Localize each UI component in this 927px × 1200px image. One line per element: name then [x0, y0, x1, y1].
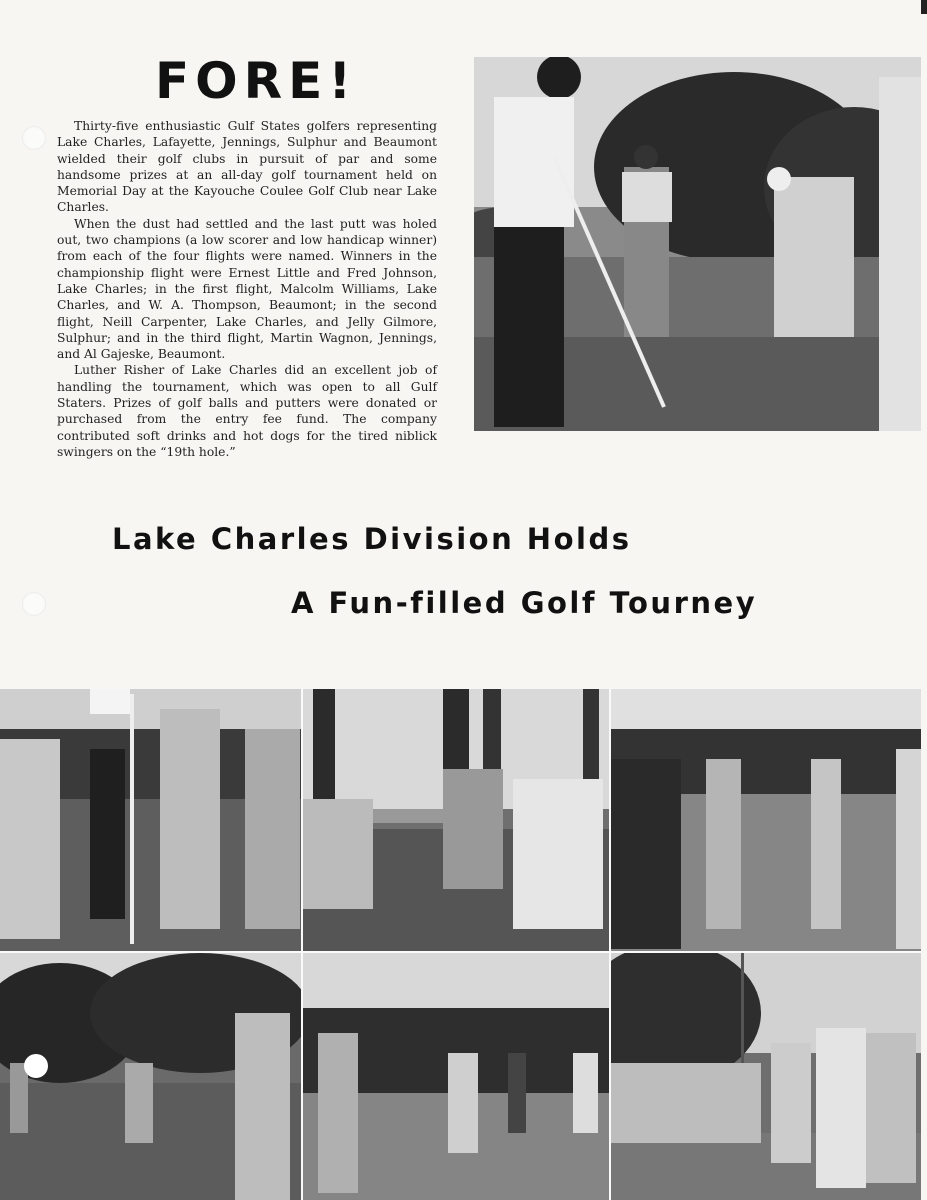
article-paragraph: Thirty-five enthusiastic Gulf States golfers representing Lake Charles, Lafayette, Jennings, Sulphur and Beaumont wielded their golf clubs in pursuit of par and some handsome prizes at an all-day golf tournament held on Memorial Day at the Kayouche Coulee Golf Club near Lake Charles. — [57, 119, 437, 215]
photo-golfer-putting-spectators — [303, 953, 609, 1200]
headline-line-2: A Fun-filled Golf Tourney — [291, 586, 758, 620]
binder-hole-middle — [22, 592, 46, 616]
photo-golfer-putting — [0, 953, 301, 1200]
article-paragraph: Luther Risher of Lake Charles did an excellent job of handling the tournament, which was open to all Gulf Staters. Prizes of golf balls and putters were donated or purchased from the entry fee fund. The company contributed soft drinks and hot dogs for the tired niblick swingers on the “19th hole.” — [57, 363, 437, 459]
scan-edge-mark — [921, 0, 927, 14]
photo-grid-divider — [0, 951, 921, 953]
photo-grid-divider — [609, 689, 611, 1200]
article-title: FORE! — [155, 52, 358, 110]
photo-putting-green — [474, 57, 921, 431]
photo-families-at-picnic-table — [303, 689, 609, 951]
photo-group-of-golfers — [611, 953, 921, 1200]
photo-golfers-at-flag — [0, 689, 301, 951]
article-body — [57, 118, 437, 460]
headline-line-1: Lake Charles Division Holds — [112, 522, 632, 556]
binder-hole-top — [22, 126, 46, 150]
photo-golfers-on-fairway — [611, 689, 921, 951]
photo-grid-divider — [301, 689, 303, 1200]
article-paragraph: When the dust had settled and the last putt was holed out, two champions (a low scorer and low handicap winner) from each of the four flights were named. Winners in the championship flight were Ernest Little and Fred Johnson, Lake Charles; in the first flight, Malcolm Williams, Lake Charles, and W. A. Thompson, Beaumont; in the second flight, Neill Carpenter, Lake Charles, and Jelly Gilmore, Sulphur; and in the third flight, Martin Wagnon, Jennings, and Al Gajeske, Beaumont. — [57, 216, 437, 362]
